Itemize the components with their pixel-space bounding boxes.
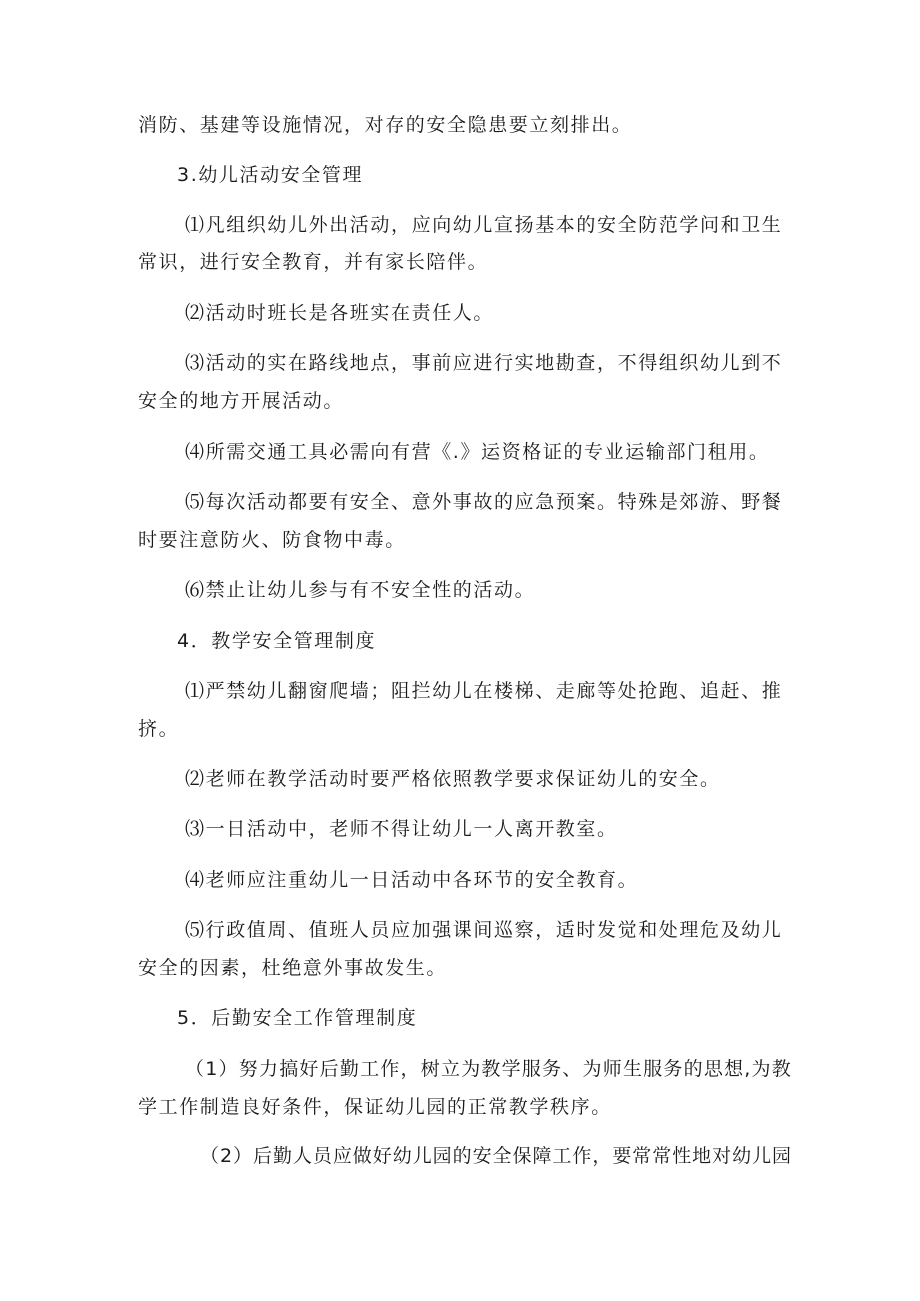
text-line: ⑶活动的实在路线地点，事前应进行实地勘查，不得组织幼儿到不 — [185, 352, 783, 374]
text-line: 常识，进行安全教育，并有家长陪伴。 — [138, 251, 489, 273]
section-heading: 4．教学安全管理制度 — [177, 630, 377, 652]
text-line: ⑹禁止让幼儿参与有不安全性的活动。 — [185, 579, 536, 601]
text-line: ⑸每次活动都要有安全、意外事故的应急预案。特殊是郊游、野餐 — [185, 491, 783, 513]
text-line: ⑴凡组织幼儿外出活动，应向幼儿宣扬基本的安全防范学问和卫生 — [185, 214, 783, 236]
text-line: ⑷老师应注重幼儿一日活动中各环节的安全教育。 — [185, 869, 639, 891]
section-heading: 3.幼儿活动安全管理 — [177, 164, 364, 186]
text-line: ⑸行政值周、值班人员应加强课间巡察，适时发觉和处理危及幼儿 — [185, 919, 783, 941]
text-line: （2）后勤人员应做好幼儿园的安全保障工作，要常常性地对幼儿园 — [200, 1145, 792, 1167]
text-line: 安全的因素，杜绝意外事故发生。 — [138, 957, 448, 979]
text-line: 学工作制造良好条件，保证幼儿园的正常教学秩序。 — [138, 1096, 612, 1118]
text-line: ⑴严禁幼儿翻窗爬墙；阻拦幼儿在楼梯、走廊等处抢跑、追赶、推 — [185, 680, 783, 702]
text-line: ⑵活动时班长是各班实在责任人。 — [185, 302, 495, 324]
text-line: 时要注意防火、防食物中毒。 — [138, 529, 406, 551]
text-line: ⑵老师在教学活动时要严格依照教学要求保证幼儿的安全。 — [185, 768, 721, 790]
text-line: 安全的地方开展活动。 — [138, 390, 345, 412]
text-line: （1）努力搞好后勤工作，树立为教学服务、为师生服务的思想,为教 — [185, 1058, 792, 1080]
text-line: 消防、基建等设施情况，对存的安全隐患要立刻排出。 — [138, 114, 633, 136]
text-line: 挤。 — [138, 718, 180, 740]
text-line: ⑷所需交通工具必需向有营《.》运资格证的专业运输部门租用。 — [185, 441, 770, 463]
section-heading: 5．后勤安全工作管理制度 — [177, 1007, 418, 1029]
text-line: ⑶一日活动中，老师不得让幼儿一人离开教室。 — [185, 818, 618, 840]
